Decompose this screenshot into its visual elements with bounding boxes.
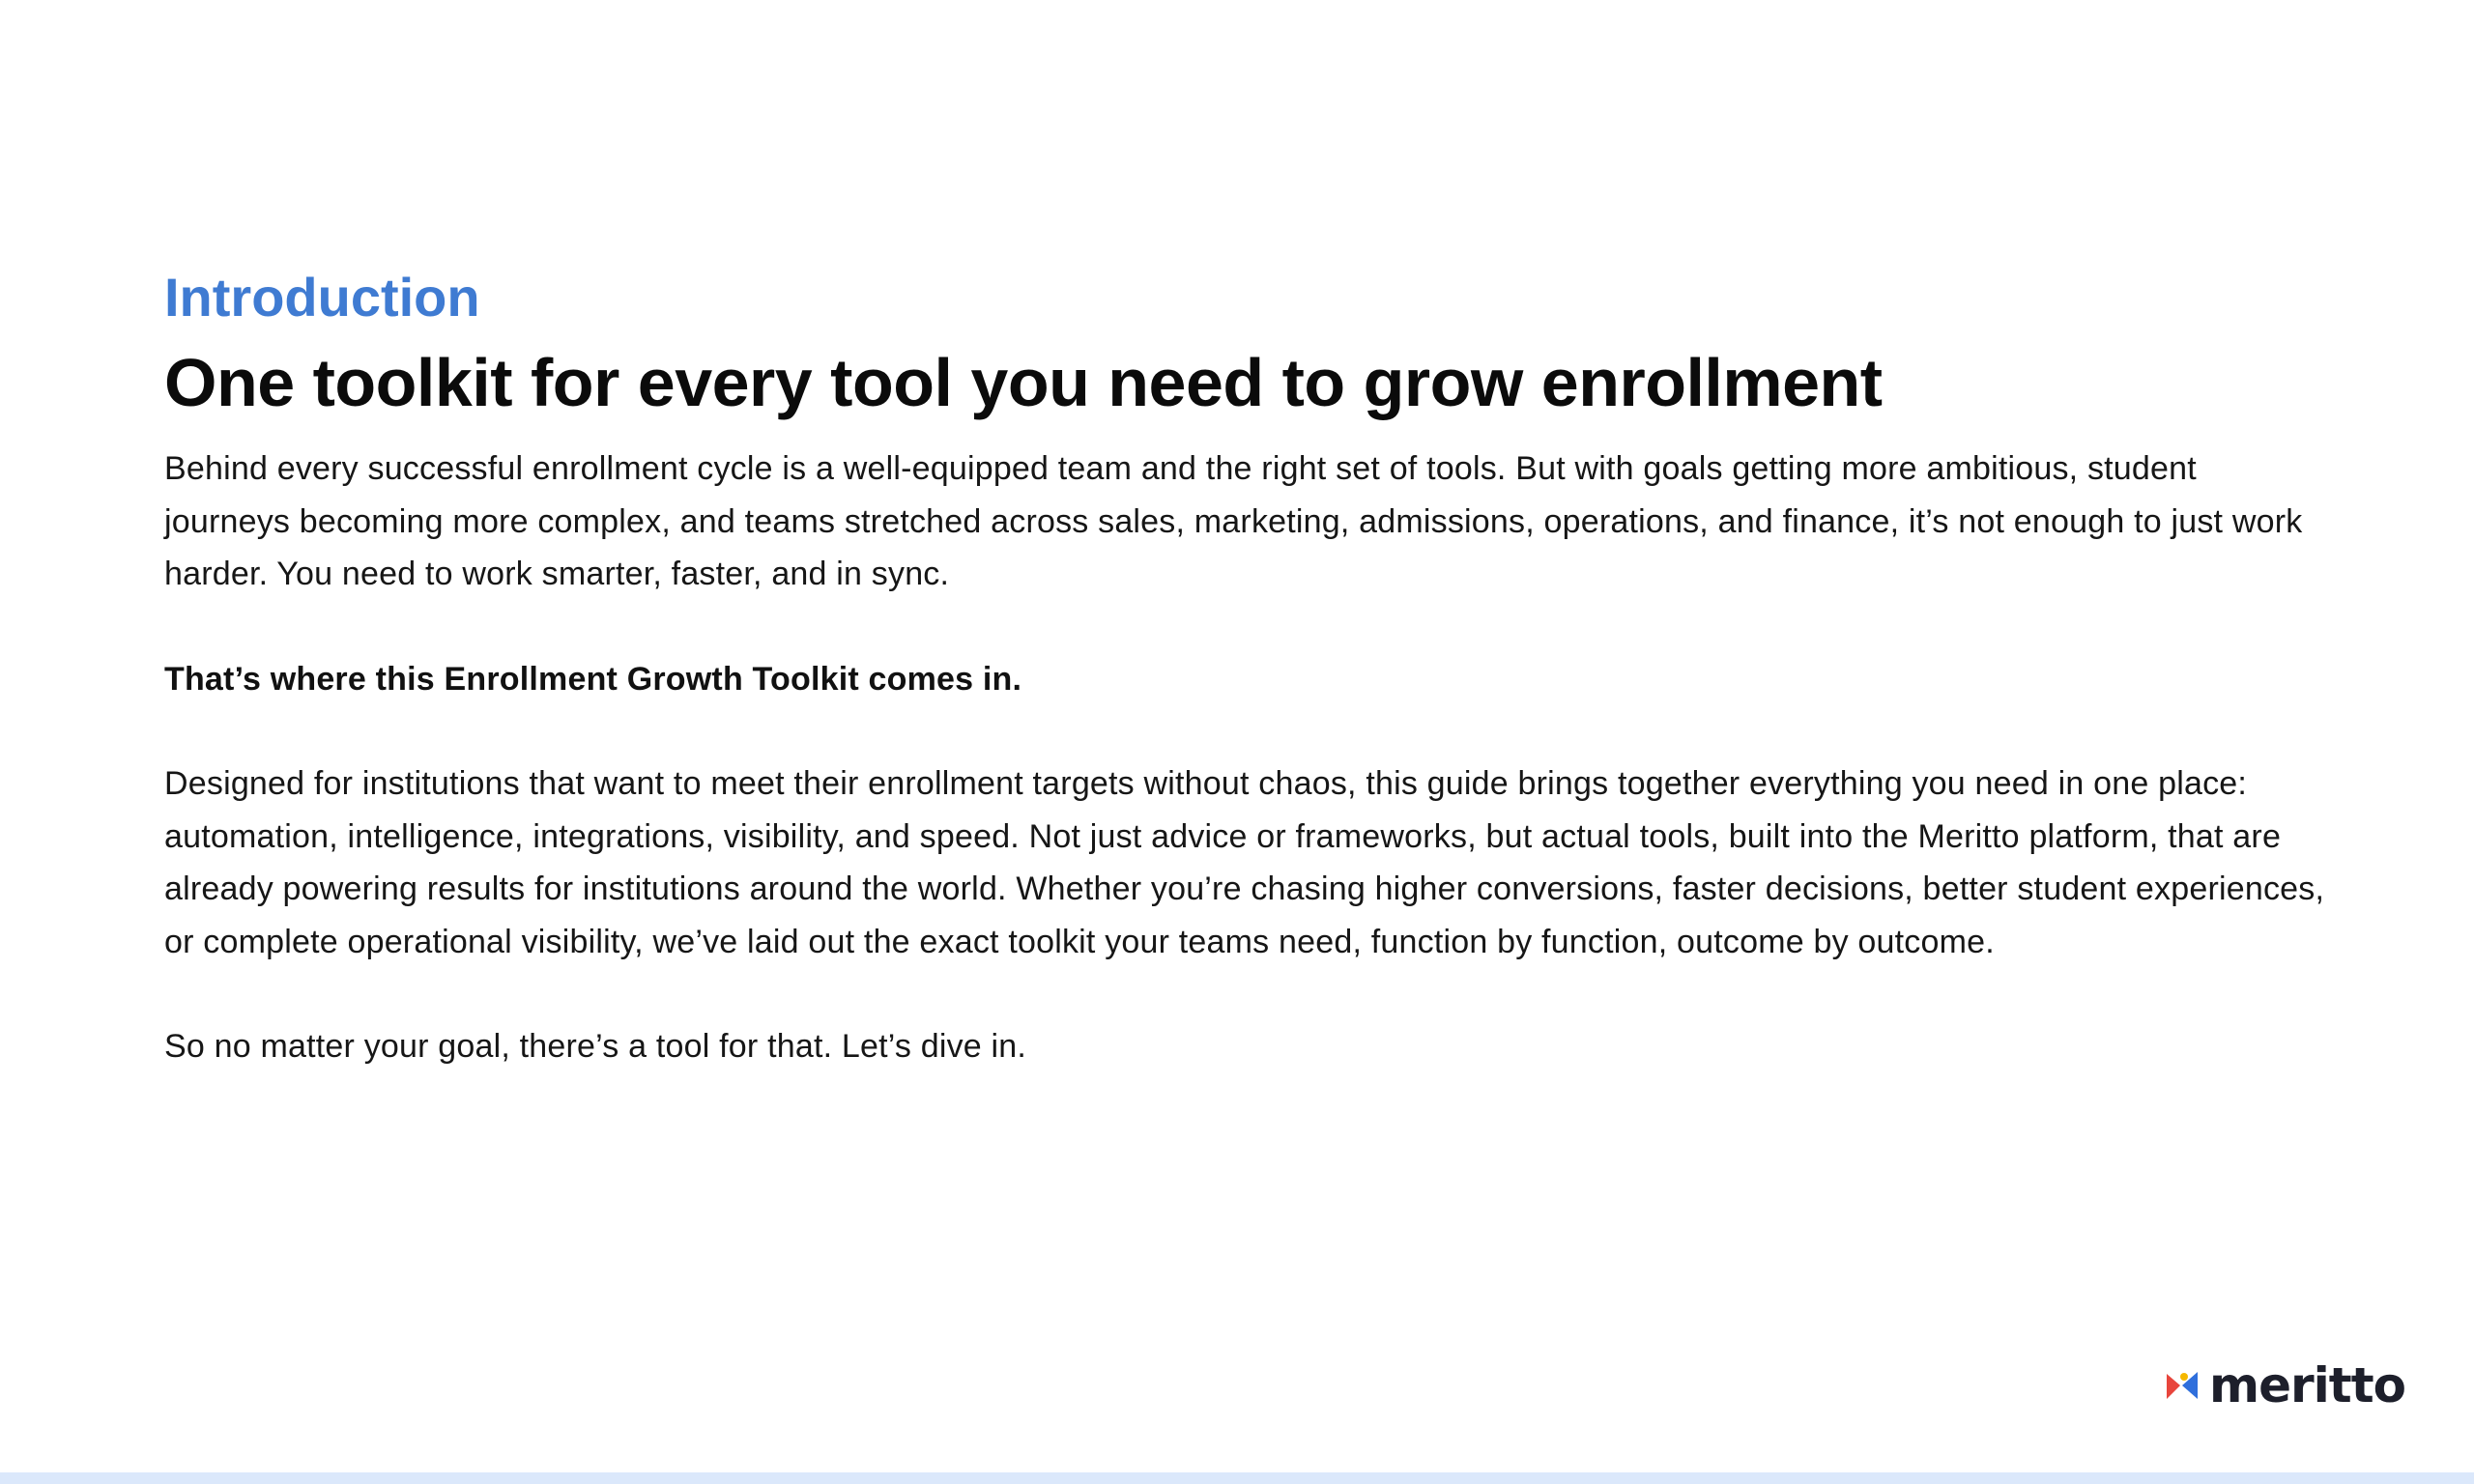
bottom-accent-bar <box>0 1472 2474 1484</box>
toolkit-callout: That’s where this Enrollment Growth Toolkit comes in. <box>164 660 1022 698</box>
intro-paragraph: Behind every successful enrollment cycle is a well-equipped team and the right set of tools. But with goals getting more ambitious, student journeys becoming more complex, and teams stretched across sales, marketing, admissions, operations, and finance, it’s not enough to just work harder. You need to work smarter, faster, and in sync. <box>164 450 2303 592</box>
section-eyebrow: Introduction <box>164 267 480 328</box>
closing-paragraph: So no matter your goal, there’s a tool for that. Let’s dive in. <box>164 1028 1027 1065</box>
document-body <box>164 263 2329 1073</box>
paragraph-spacer <box>164 705 2329 757</box>
description-paragraph: Designed for institutions that want to meet their enrollment targets without chaos, this guide brings together everything you need in one place: automation, intelligence, integrations, visibility, and speed. Not just advice or frameworks, but actual tools, built into the Meritto platform, that are already powering results for institutions around the world. Whether you’re chasing higher conversions, faster decisions, better student experiences, or complete operational visibility, we’ve laid out the exact toolkit your teams need, function by function, outcome by outcome. <box>164 765 2325 960</box>
paragraph-spacer <box>164 601 2329 653</box>
meritto-logo-mark-icon <box>2165 1366 2203 1405</box>
logo-wordmark: meritto <box>2209 1357 2405 1413</box>
paragraph-spacer <box>164 968 2329 1020</box>
page-title: One toolkit for every tool you need to grow enrollment <box>164 345 1883 420</box>
meritto-logo <box>2165 1358 2405 1413</box>
